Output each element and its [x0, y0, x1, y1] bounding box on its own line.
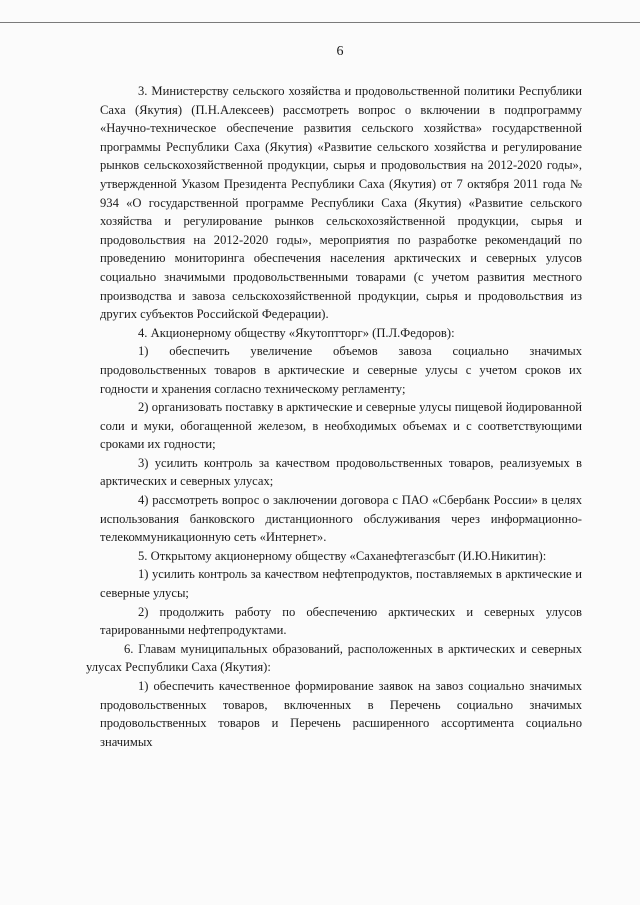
paragraph-item-6: 6. Главам муниципальных образований, расположенных в арктических и северных улусах Республики Саха (Якутия): [86, 641, 582, 675]
paragraph-item-5-2: 2) продолжить работу по обеспечению арктических и северных улусов тарированными нефтепродуктами. [100, 604, 582, 638]
page-number: 6 [336, 44, 344, 59]
paragraph-item-4-3: 3) усилить контроль за качеством продовольственных товаров, реализуемых в арктических и северных улусах; [100, 455, 582, 489]
document-body [86, 82, 582, 751]
paragraph-item-3: 3. Министерству сельского хозяйства и продовольственной политики Республики Саха (Якутия) (П.Н.Алексеев) рассмотреть вопрос о включении в подпрограмму «Научно-техническое обеспечение развития сельского хозяйства» государственной программы Республики Саха (Якутия) «Развитие сельского хозяйства и регулирование рынков сельскохозяйственной продукции, сырья и продовольствия на 2012-2020 годы», утвержденной Указом Президента Республики Саха (Якутия) от 7 октября 2011 года № 934 «О государственной программе Республики Саха (Якутия) «Развитие сельского хозяйства и регулирование рынков сельскохозяйственной продукции, сырья и продовольствия на 2012-2020 годы», мероприятия по разработке рекомендаций по проведению мониторинга обеспечения населения арктических и северных улусов социально значимыми продовольственными товарами (с учетом развития местного производства и завоза сельскохозяйственной продукции, сырья и продовольствия из других субъектов Российской Федерации). [100, 84, 582, 322]
paragraph-item-5: 5. Открытому акционерному обществу «Саханефтегазсбыт (И.Ю.Никитин): [138, 548, 547, 563]
paragraph-item-4-1: 1) обеспечить увеличение объемов завоза социально значимых продовольственных товаров в арктические и северные улусы с учетом сроков их годности и хранения согласно техническому регламенту; [100, 344, 582, 396]
paragraph-item-4: 4. Акционерному обществу «Якутоптторг» (П.Л.Федоров): [138, 325, 455, 340]
paragraph-item-6-1: 1) обеспечить качественное формирование заявок на завоз социально значимых продовольственных товаров, включенных в Перечень социально значимых продовольственных товаров и Перечень расширенного ассортимента социально значимых [100, 679, 582, 749]
paragraph-item-5-1: 1) усилить контроль за качеством нефтепродуктов, поставляемых в арктические и северные улусы; [100, 567, 582, 601]
paragraph-item-4-2: 2) организовать поставку в арктические и северные улусы пищевой йодированной соли и муки, обогащенной железом, в необходимых объемах и с соответствующими сроками их годности; [100, 400, 582, 452]
paragraph-item-4-4: 4) рассмотреть вопрос о заключении договора с ПАО «Сбербанк России» в целях использования банковского дистанционного обслуживания через информационно-телекоммуникационную сеть «Интернет». [100, 493, 582, 545]
header-rule [0, 22, 640, 23]
